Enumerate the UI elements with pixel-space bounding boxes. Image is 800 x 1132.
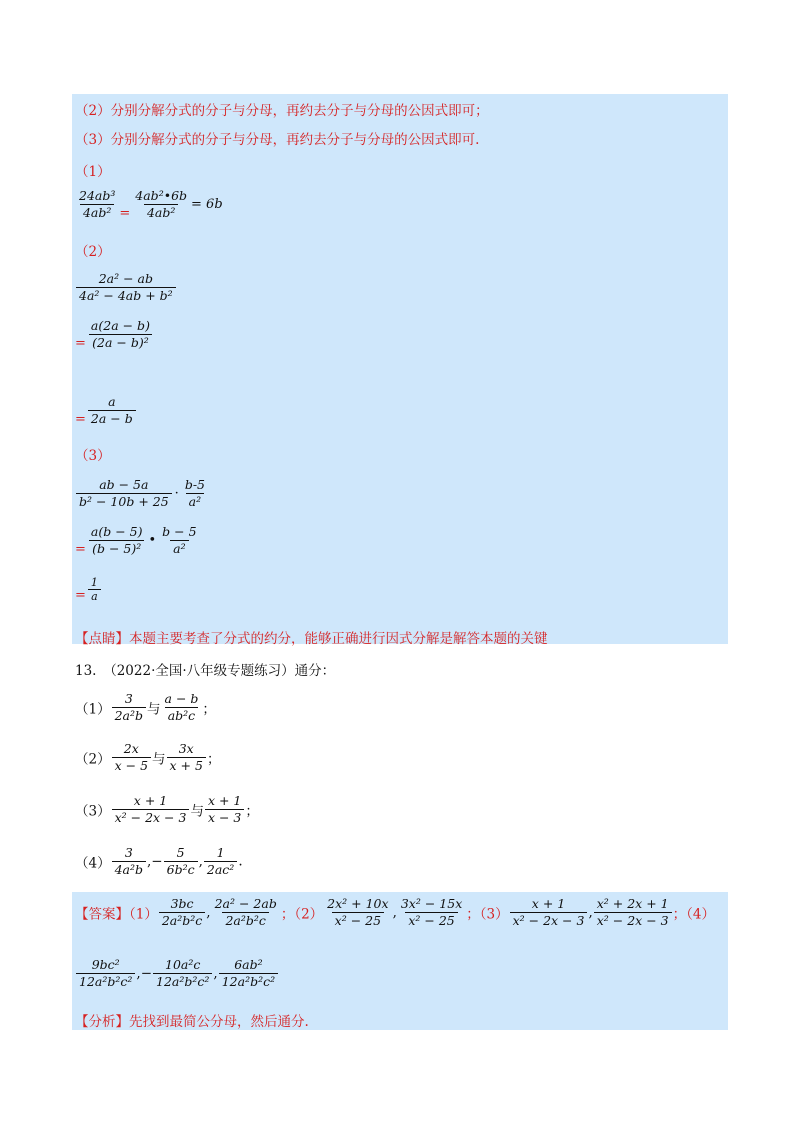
fraction: $\frac{\text{3x² − 15x}}{\text{x² − 25}}$: [400, 896, 463, 928]
fraction: $\frac{\text{2a² − ab}}{\text{4a² − 4ab + b²}}$: [76, 271, 176, 304]
fraction: $\frac{a(b - 5)}{\text{(b − 5)²}}$: [90, 524, 143, 556]
fraction: $\frac{\text{2a² − 2ab}}{\text{2a²b²c}}$: [214, 896, 277, 928]
label-part2: （2）: [75, 244, 111, 260]
fraction: $\frac{\text{24ab³}}{\text{4ab²}}$: [79, 188, 116, 220]
question-13-part3: （3） $\frac{x + 1}{\text{x² − 2x − 3}}$ 与 $\frac{x + 1}{x - 3}$ ；: [75, 793, 259, 825]
fraction: $\frac{x + 1}{\text{x² − 2x − 3}}$: [510, 896, 588, 929]
solution-part2-step2: = $\frac{a(2a - b)}{\text{(2a − b)²}}$: [75, 318, 154, 351]
question-13-header: 13. （2022·全国·八年级专题练习）通分：: [75, 663, 336, 679]
fraction: $\frac{a(2a - b)}{\text{(2a − b)²}}$: [90, 318, 150, 350]
label-part3: （3）: [75, 448, 111, 464]
solution-part3-step3: = $\frac{1}{a}$: [75, 576, 102, 603]
solution-part3-step2: = $\frac{a(b - 5)}{\text{(b − 5)²}}$ • $\frac{b - 5}{\text{a²}}$: [75, 524, 201, 557]
fraction: $\frac{x + 1}{\text{x² − 2x − 3}}$: [112, 793, 190, 826]
fraction: $\frac{\text{6ab²}}{\text{12a²b²c²}}$: [219, 957, 278, 990]
fraction: $\frac{\text{4ab²•6b}}{\text{4ab²}}$: [135, 188, 188, 220]
fraction: $\frac{1}{\text{2ac²}}$: [204, 845, 237, 878]
question-13-part2: （2） $\frac{2x}{x - 5}$ 与 $\frac{3x}{x + 5}$ ；: [75, 741, 221, 773]
fraction: $\frac{3bc}{\text{2a²b²c}}$: [159, 896, 205, 929]
answer-line: 【答案】（1） $\frac{3bc}{\text{2a²b²c}}$ , $\frac{\text{2a² − 2ab}}{\text{2a²b²c}}$ ；（2） $\frac{\text{2x² + 10x}}{\text{x² − 25}}$ , $\frac{\text{3x² − 15x}}{\text{x² − 25}}$ ；（3） $\frac{x + 1}{\text{x² − 2x − 3}}$ , $\frac{\text{x² + 2x + 1}}{\text{x² − 2x − 3}}$ ；（4）: [75, 896, 715, 928]
fraction: $\frac{\text{x² + 2x + 1}}{\text{x² − 2x − 3}}$: [594, 896, 672, 929]
fraction: $\frac{2x}{x - 5}$: [112, 741, 151, 774]
fraction: $\frac{a - b}{\text{ab²c}}$: [164, 691, 199, 723]
fraction: $\frac{\text{9bc²}}{\text{12a²b²c²}}$: [76, 957, 135, 990]
question-13-part4: （4） $\frac{3}{\text{4a²b}}$ ,− $\frac{5}{\text{6b²c}}$ , $\frac{1}{\text{2ac²}}$ .: [75, 845, 243, 877]
fraction: $\frac{\text{2x² + 10x}}{\text{x² − 25}}$: [327, 896, 389, 928]
fraction: $\frac{3}{\text{2a²b}}$: [112, 691, 146, 724]
solution-panel: [72, 94, 728, 644]
hint-part2: （2）分别分解分式的分子与分母，再约去分子与分母的公因式即可；: [75, 103, 489, 119]
solution-part2-step3: = $\frac{a}{2a - b}$: [75, 394, 137, 427]
fraction: $\frac{b-5}{\text{a²}}$: [184, 477, 205, 509]
answer-tag: 【答案】: [75, 906, 129, 923]
fraction: $\frac{5}{\text{6b²c}}$: [164, 845, 198, 878]
fraction: $\frac{b - 5}{\text{a²}}$: [162, 524, 197, 556]
solution-part2-step1: [75, 271, 177, 304]
comment-note: 【点睛】本题主要考查了分式的约分，能够正确进行因式分解是解答本题的关键: [75, 631, 548, 647]
fraction: $\frac{\text{10a²c}}{\text{12a²b²c²}}$: [153, 957, 212, 990]
answer-line-part4: $\frac{\text{9bc²}}{\text{12a²b²c²}}$ ,− $\frac{\text{10a²c}}{\text{12a²b²c²}}$ , $\frac{\text{6ab²}}{\text{12a²b²c²}}$: [75, 957, 279, 990]
label-part1: （1）: [75, 164, 111, 180]
fraction: $\frac{x + 1}{x - 3}$: [205, 793, 244, 826]
solution-part3-step1: $\frac{ab - 5a}{\text{b² − 10b + 25}}$ · $\frac{b-5}{\text{a²}}$: [75, 477, 209, 510]
solution-part1: $\frac{\text{24ab³}}{\text{4ab²}}$ = $\frac{\text{4ab²•6b}}{\text{4ab²}}$ = 6b: [75, 188, 223, 221]
fraction: $\frac{3}{\text{4a²b}}$: [112, 845, 146, 878]
fraction: $\frac{3x}{x + 5}$: [167, 741, 206, 774]
hint-part3: （3）分别分解分式的分子与分母，再约去分子与分母的公因式即可.: [75, 132, 480, 148]
fraction: $\frac{1}{a}$: [88, 576, 101, 603]
fraction: $\frac{ab - 5a}{\text{b² − 10b + 25}}$: [76, 477, 172, 510]
fraction: $\frac{a}{2a - b}$: [88, 394, 136, 427]
analysis-note: 【分析】先找到最简公分母，然后通分.: [75, 1014, 309, 1030]
question-13-part1: （1） $\frac{3}{\text{2a²b}}$ 与 $\frac{a - b}{\text{ab²c}}$ ；: [75, 691, 216, 723]
